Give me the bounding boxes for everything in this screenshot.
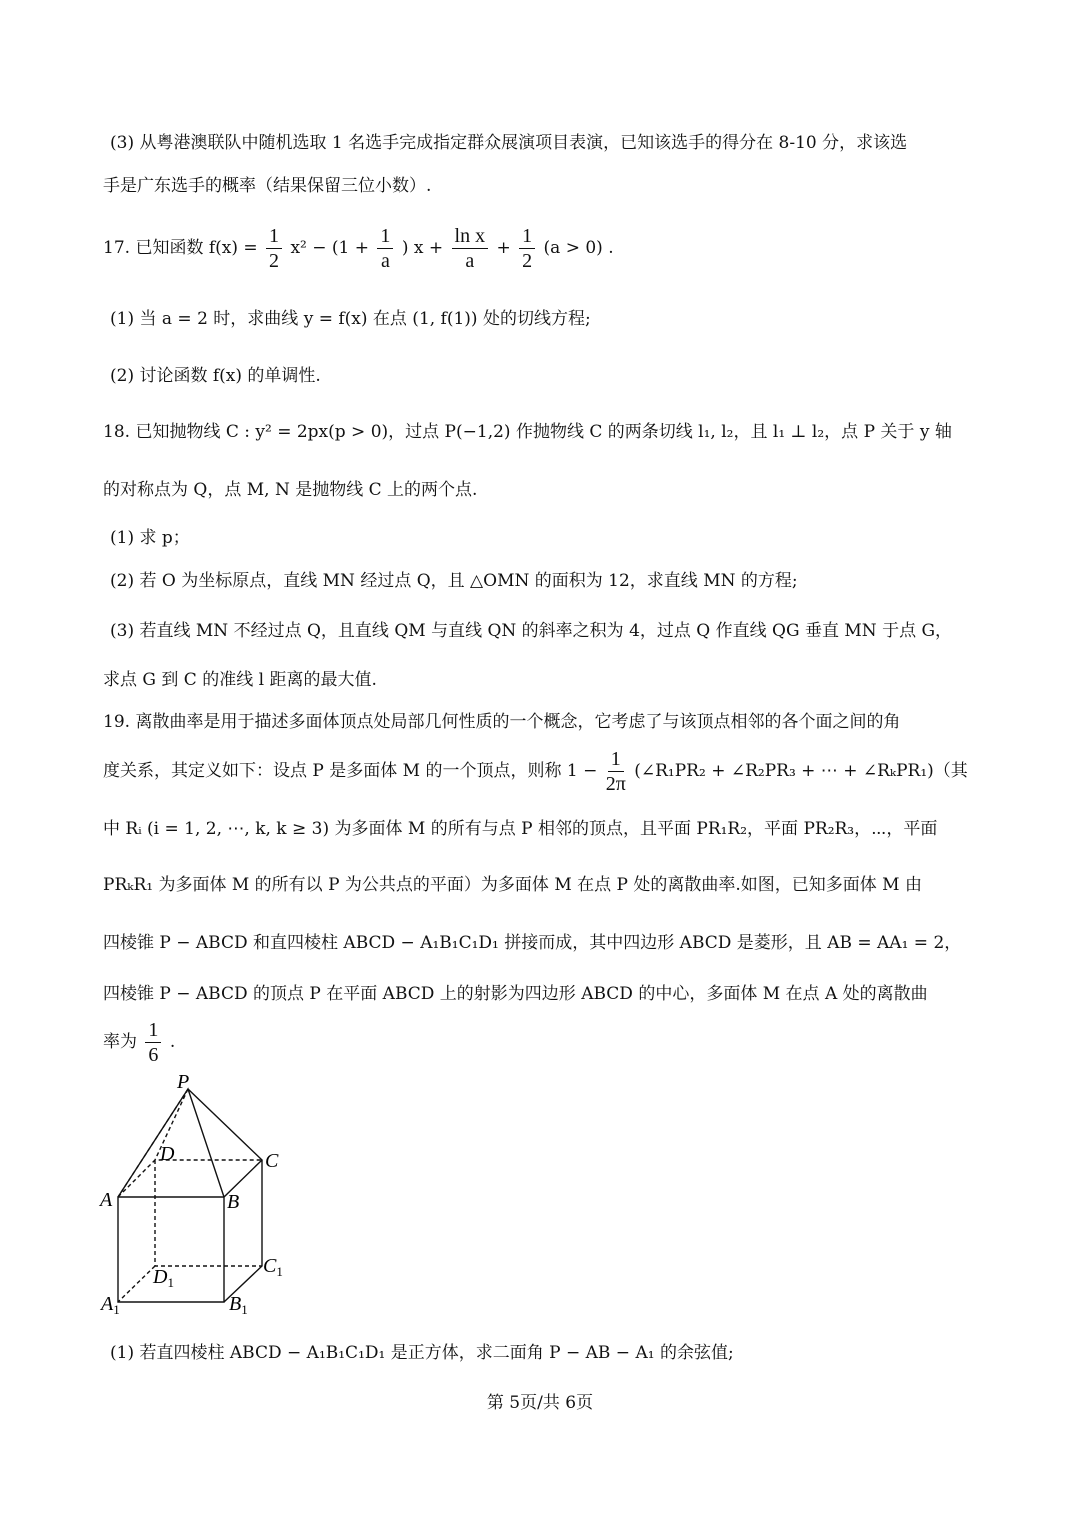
q19-line1: 19. 离散曲率是用于描述多面体顶点处局部几何性质的一个概念，它考虑了与该顶点相邻的各个面之间的角	[103, 712, 901, 732]
numerator: 1	[266, 224, 282, 249]
q17-part1: (1) 当 a = 2 时，求曲线 y = f(x) 在点 (1, f(1)) 处的切线方程;	[110, 309, 591, 329]
numerator: 1	[377, 224, 393, 249]
q19-line2	[103, 745, 968, 797]
q16-part3-line1: (3) 从粤港澳联队中随机选取 1 名选手完成指定群众展演项目表演，已知该选手的得分在 8-10 分，求该选	[110, 133, 908, 153]
label-D1: $D_1$	[153, 1266, 174, 1290]
fraction	[606, 747, 626, 796]
q19-text: 率为	[103, 1032, 137, 1052]
q16-part3-line2: 手是广东选手的概率（结果保留三位小数）.	[103, 176, 432, 196]
q18-part2: (2) 若 O 为坐标原点，直线 MN 经过点 Q，且 △OMN 的面积为 12，求直线 MN 的方程;	[110, 571, 798, 591]
denominator: 6	[148, 1044, 159, 1066]
q19-line7	[103, 1016, 175, 1068]
q18-stem-line2: 的对称点为 Q，点 M, N 是抛物线 C 上的两个点.	[103, 480, 478, 500]
denominator: a	[465, 250, 475, 272]
numerator: 1	[519, 224, 535, 249]
q19-line3: 中 Rᵢ (i = 1, 2, ⋯, k, k ≥ 3) 为多面体 M 的所有与点 P 相邻的顶点，且平面 PR₁R₂，平面 PR₂R₃，⋯，平面	[103, 819, 938, 839]
fraction	[145, 1018, 161, 1067]
q17-stem-text: (a > 0) .	[543, 238, 614, 258]
fraction	[266, 224, 282, 273]
label-B: B	[227, 1191, 240, 1213]
q17-stem-text: 17. 已知函数 f(x) =	[103, 238, 264, 258]
label-A: A	[100, 1189, 113, 1211]
q17-stem-text: +	[496, 238, 511, 258]
denominator: 2	[522, 250, 533, 272]
q18-part3-line2: 求点 G 到 C 的准线 l 距离的最大值.	[103, 670, 377, 690]
fraction	[452, 224, 489, 273]
q19-text: .	[169, 1032, 176, 1052]
label-D: D	[160, 1143, 175, 1165]
q17-stem-text: ) x +	[401, 238, 444, 258]
q19-line5: 四棱锥 P − ABCD 和直四棱柱 ABCD − A₁B₁C₁D₁ 拼接而成，其中四边形 ABCD 是菱形，且 AB = AA₁ = 2，	[103, 933, 962, 953]
hidden-edges	[118, 1089, 262, 1302]
polyhedron-figure	[95, 1070, 305, 1320]
denominator: 2π	[605, 773, 626, 795]
q19-line6: 四棱锥 P − ABCD 的顶点 P 在平面 ABCD 上的射影为四边形 ABCD 的中心，多面体 M 在点 A 处的离散曲	[103, 984, 928, 1004]
fraction	[519, 224, 535, 273]
solid-edges	[118, 1089, 262, 1302]
q17-stem-text: x² − (1 +	[290, 238, 370, 258]
q19-text: (∠R₁PR₂ + ∠R₂PR₃ + ⋯ + ∠RₖPR₁)（其	[634, 761, 968, 781]
fraction	[377, 224, 393, 273]
label-P: P	[177, 1071, 190, 1093]
numerator: 1	[608, 747, 624, 772]
label-C: C	[265, 1150, 279, 1172]
q17-stem	[103, 222, 614, 274]
numerator: 1	[145, 1018, 161, 1043]
page-footer: 第 5页/共 6页	[486, 1393, 594, 1413]
q18-stem-line1: 18. 已知抛物线 C : y² = 2px(p > 0)，过点 P(−1,2) 作抛物线 C 的两条切线 l₁, l₂，且 l₁ ⊥ l₂，点 P 关于 y 轴	[103, 422, 952, 442]
label-C1: $C_1$	[263, 1255, 283, 1279]
q17-part2: (2) 讨论函数 f(x) 的单调性.	[110, 366, 321, 386]
q19-text: 度关系，其定义如下：设点 P 是多面体 M 的一个顶点，则称 1 −	[103, 761, 598, 781]
q18-part3-line1: (3) 若直线 MN 不经过点 Q，且直线 QM 与直线 QN 的斜率之积为 4，过点 Q 作直线 QG 垂直 MN 于点 G，	[110, 621, 953, 641]
q18-part1: (1) 求 p；	[110, 528, 190, 548]
q19-part1: (1) 若直四棱柱 ABCD − A₁B₁C₁D₁ 是正方体，求二面角 P − AB − A₁ 的余弦值;	[110, 1343, 734, 1363]
denominator: 2	[269, 250, 280, 272]
denominator: a	[380, 250, 390, 272]
label-A1: $A_1$	[101, 1293, 120, 1317]
label-B1: $B_1$	[229, 1293, 248, 1317]
q19-line4: PRₖR₁ 为多面体 M 的所有以 P 为公共点的平面）为多面体 M 在点 P 处的离散曲率.如图，已知多面体 M 由	[103, 875, 922, 895]
numerator: ln x	[452, 224, 489, 249]
